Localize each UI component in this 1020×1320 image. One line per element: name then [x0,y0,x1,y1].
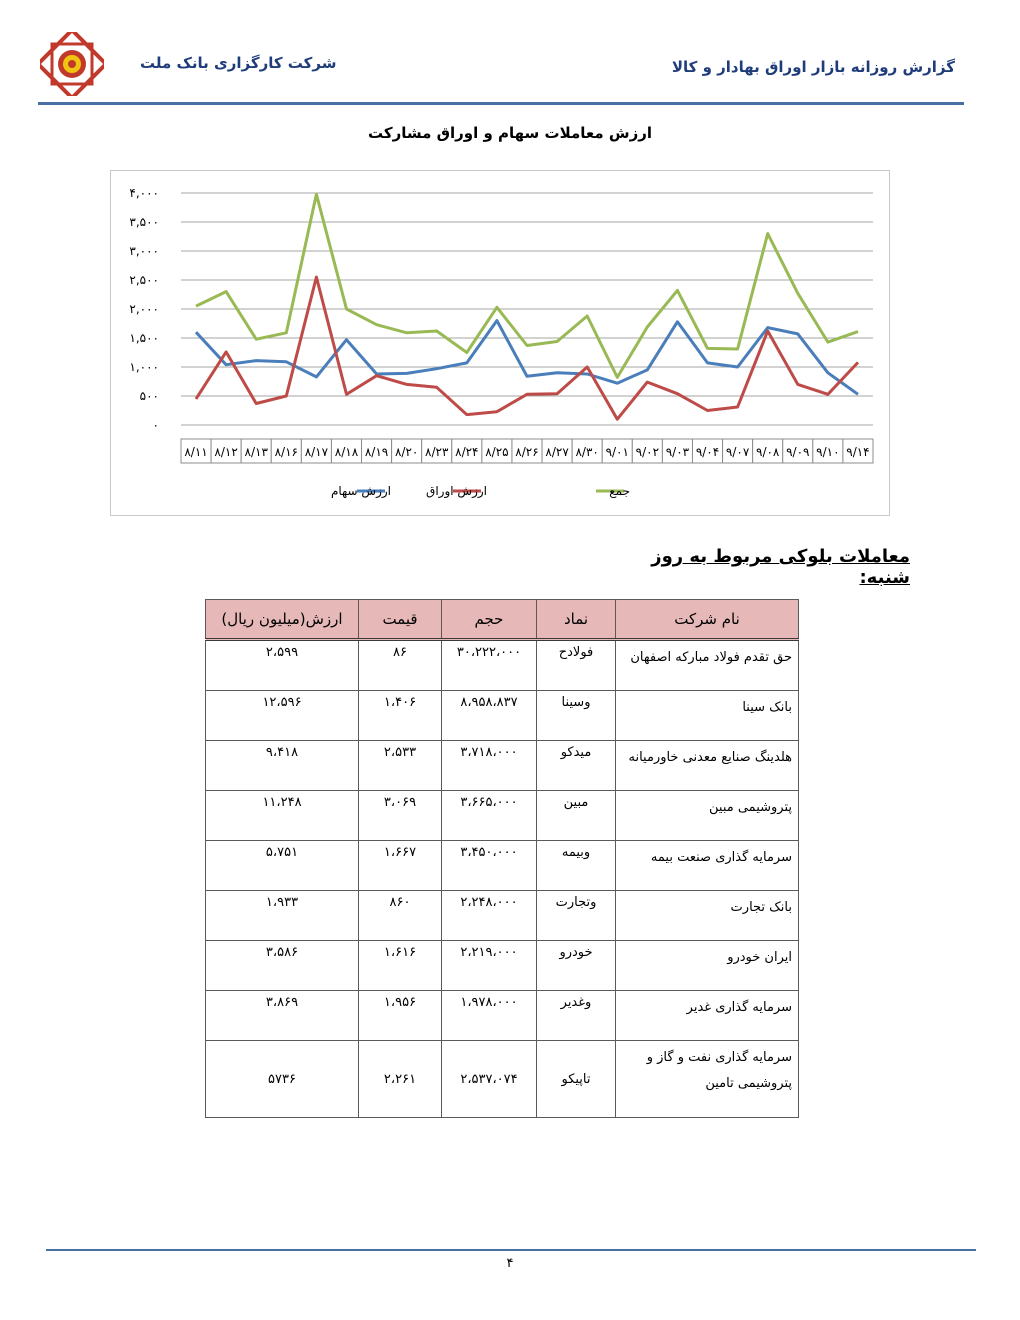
column-header-price: قیمت [359,600,442,640]
volume-cell: ۳،۴۵۰،۰۰۰ [442,841,537,891]
chart-title: ارزش معاملات سهام و اوراق مشارکت [367,124,653,142]
legend-label-2: ارزش اوراق [426,484,487,498]
header-divider [38,102,964,105]
x-tick-label: ۸/۱۲ [214,445,238,459]
volume-cell: ۲،۲۴۸،۰۰۰ [442,891,537,941]
y-tick-label: ۳,۰۰۰ [129,244,159,258]
volume-cell: ۲،۲۱۹،۰۰۰ [442,941,537,991]
footer-divider [46,1249,976,1251]
symbol-cell: مبین [537,791,616,841]
y-tick-label: ۰ [152,418,159,432]
symbol-cell: وغدیر [537,991,616,1041]
company-cell: حق تقدم فولاد مبارکه اصفهان [616,640,799,691]
table-header-row [206,600,799,640]
x-tick-label: ۸/۱۷ [304,445,329,459]
value-cell: ۱۱،۲۴۸ [206,791,359,841]
x-tick-label: ۸/۲۶ [515,445,539,459]
company-cell: ایران خودرو [616,941,799,991]
company-cell: سرمایه گذاری نفت و گاز و پتروشیمی تامین [616,1041,799,1118]
line-chart [110,170,890,516]
company-cell: هلدینگ صنایع معدنی خاورمیانه [616,741,799,791]
y-tick-label: ۱,۵۰۰ [129,331,159,345]
symbol-cell: وبیمه [537,841,616,891]
symbol-cell: وسینا [537,691,616,741]
volume-cell: ۳،۶۶۵،۰۰۰ [442,791,537,841]
x-tick-label: ۹/۰۹ [786,445,810,459]
volume-cell: ۱،۹۷۸،۰۰۰ [442,991,537,1041]
x-tick-label: ۹/۰۱ [605,445,629,459]
price-cell: ۱،۶۱۶ [359,941,442,991]
price-cell: ۸۶۰ [359,891,442,941]
x-tick-label: ۸/۱۸ [334,445,359,459]
company-cell: پتروشیمی مبین [616,791,799,841]
table-row [206,691,799,741]
x-tick-label: ۸/۱۶ [274,445,298,459]
value-cell: ۵۷۳۶ [206,1041,359,1118]
block-trades-table [205,599,799,1118]
x-tick-label: ۹/۱۰ [816,445,840,459]
volume-cell: ۳۰،۲۲۲،۰۰۰ [442,640,537,691]
symbol-cell: فولادح [537,640,616,691]
price-cell: ۲،۵۳۳ [359,741,442,791]
value-cell: ۳،۸۶۹ [206,991,359,1041]
symbol-cell: تاپیکو [537,1041,616,1118]
price-cell: ۱،۹۵۶ [359,991,442,1041]
price-cell: ۱،۴۰۶ [359,691,442,741]
table-row [206,791,799,841]
column-header-symbol: نماد [537,600,616,640]
value-cell: ۵،۷۵۱ [206,841,359,891]
x-tick-label: ۹/۰۲ [635,445,660,459]
report-title: گزارش روزانه بازار اوراق بهادار و کالا [671,58,955,76]
y-tick-label: ۵۰۰ [139,389,159,403]
symbol-cell: خودرو [537,941,616,991]
value-cell: ۳،۵۸۶ [206,941,359,991]
volume-cell: ۲،۵۳۷،۰۷۴ [442,1041,537,1118]
x-tick-label: ۸/۲۵ [485,445,509,459]
y-tick-label: ۴,۰۰۰ [129,186,159,200]
company-cell: سرمایه گذاری غدیر [616,991,799,1041]
table-row [206,991,799,1041]
x-tick-label: ۸/۳۰ [575,445,599,459]
company-cell: بانک تجارت [616,891,799,941]
column-header-volume: حجم [442,600,537,640]
block-trades-title: معاملات بلوکی مربوط به روز شنبه: [651,546,910,588]
x-tick-label: ۸/۲۴ [455,445,479,459]
price-cell: ۸۶ [359,640,442,691]
broker-name: شرکت کارگزاری بانک ملت [140,54,337,72]
volume-cell: ۸،۹۵۸،۸۳۷ [442,691,537,741]
price-cell: ۲،۲۶۱ [359,1041,442,1118]
x-tick-label: ۹/۰۸ [756,445,780,459]
x-tick-label: ۸/۲۳ [425,445,449,459]
legend-label-1: ارزش سهام [330,484,391,498]
table-row [206,1041,799,1118]
company-cell: سرمایه گذاری صنعت بیمه [616,841,799,891]
y-tick-label: ۲,۰۰۰ [129,302,159,316]
legend-label-3: جمع [609,484,630,498]
value-cell: ۱۲،۵۹۶ [206,691,359,741]
value-cell: ۱،۹۳۳ [206,891,359,941]
table-row [206,841,799,891]
bank-mellat-logo-icon [40,32,104,96]
x-tick-label: ۹/۰۷ [725,445,750,459]
table-row [206,941,799,991]
column-header-company: نام شرکت [616,600,799,640]
table-row [206,640,799,691]
table-row [206,891,799,941]
price-cell: ۳،۰۶۹ [359,791,442,841]
y-tick-label: ۱,۰۰۰ [129,360,159,374]
symbol-cell: میدکو [537,741,616,791]
y-tick-label: ۲,۵۰۰ [129,273,159,287]
x-tick-label: ۸/۲۷ [545,445,569,459]
y-tick-label: ۳,۵۰۰ [129,215,159,229]
x-tick-label: ۸/۱۹ [364,445,389,459]
company-cell: بانک سینا [616,691,799,741]
volume-cell: ۳،۷۱۸،۰۰۰ [442,741,537,791]
table-body [206,640,799,1118]
chart-canvas [111,171,889,515]
x-tick-label: ۸/۲۰ [394,445,419,459]
x-tick-label: ۸/۱۳ [244,445,268,459]
x-tick-label: ۹/۱۴ [846,445,870,459]
x-tick-label: ۹/۰۳ [665,445,690,459]
value-cell: ۲،۵۹۹ [206,640,359,691]
page-number: ۴ [506,1256,514,1271]
value-cell: ۹،۴۱۸ [206,741,359,791]
price-cell: ۱،۶۶۷ [359,841,442,891]
x-tick-label: ۹/۰۴ [695,445,720,459]
x-tick-label: ۸/۱۱ [184,445,208,459]
symbol-cell: وتجارت [537,891,616,941]
column-header-value: ارزش(میلیون ریال) [206,600,359,640]
table-row [206,741,799,791]
